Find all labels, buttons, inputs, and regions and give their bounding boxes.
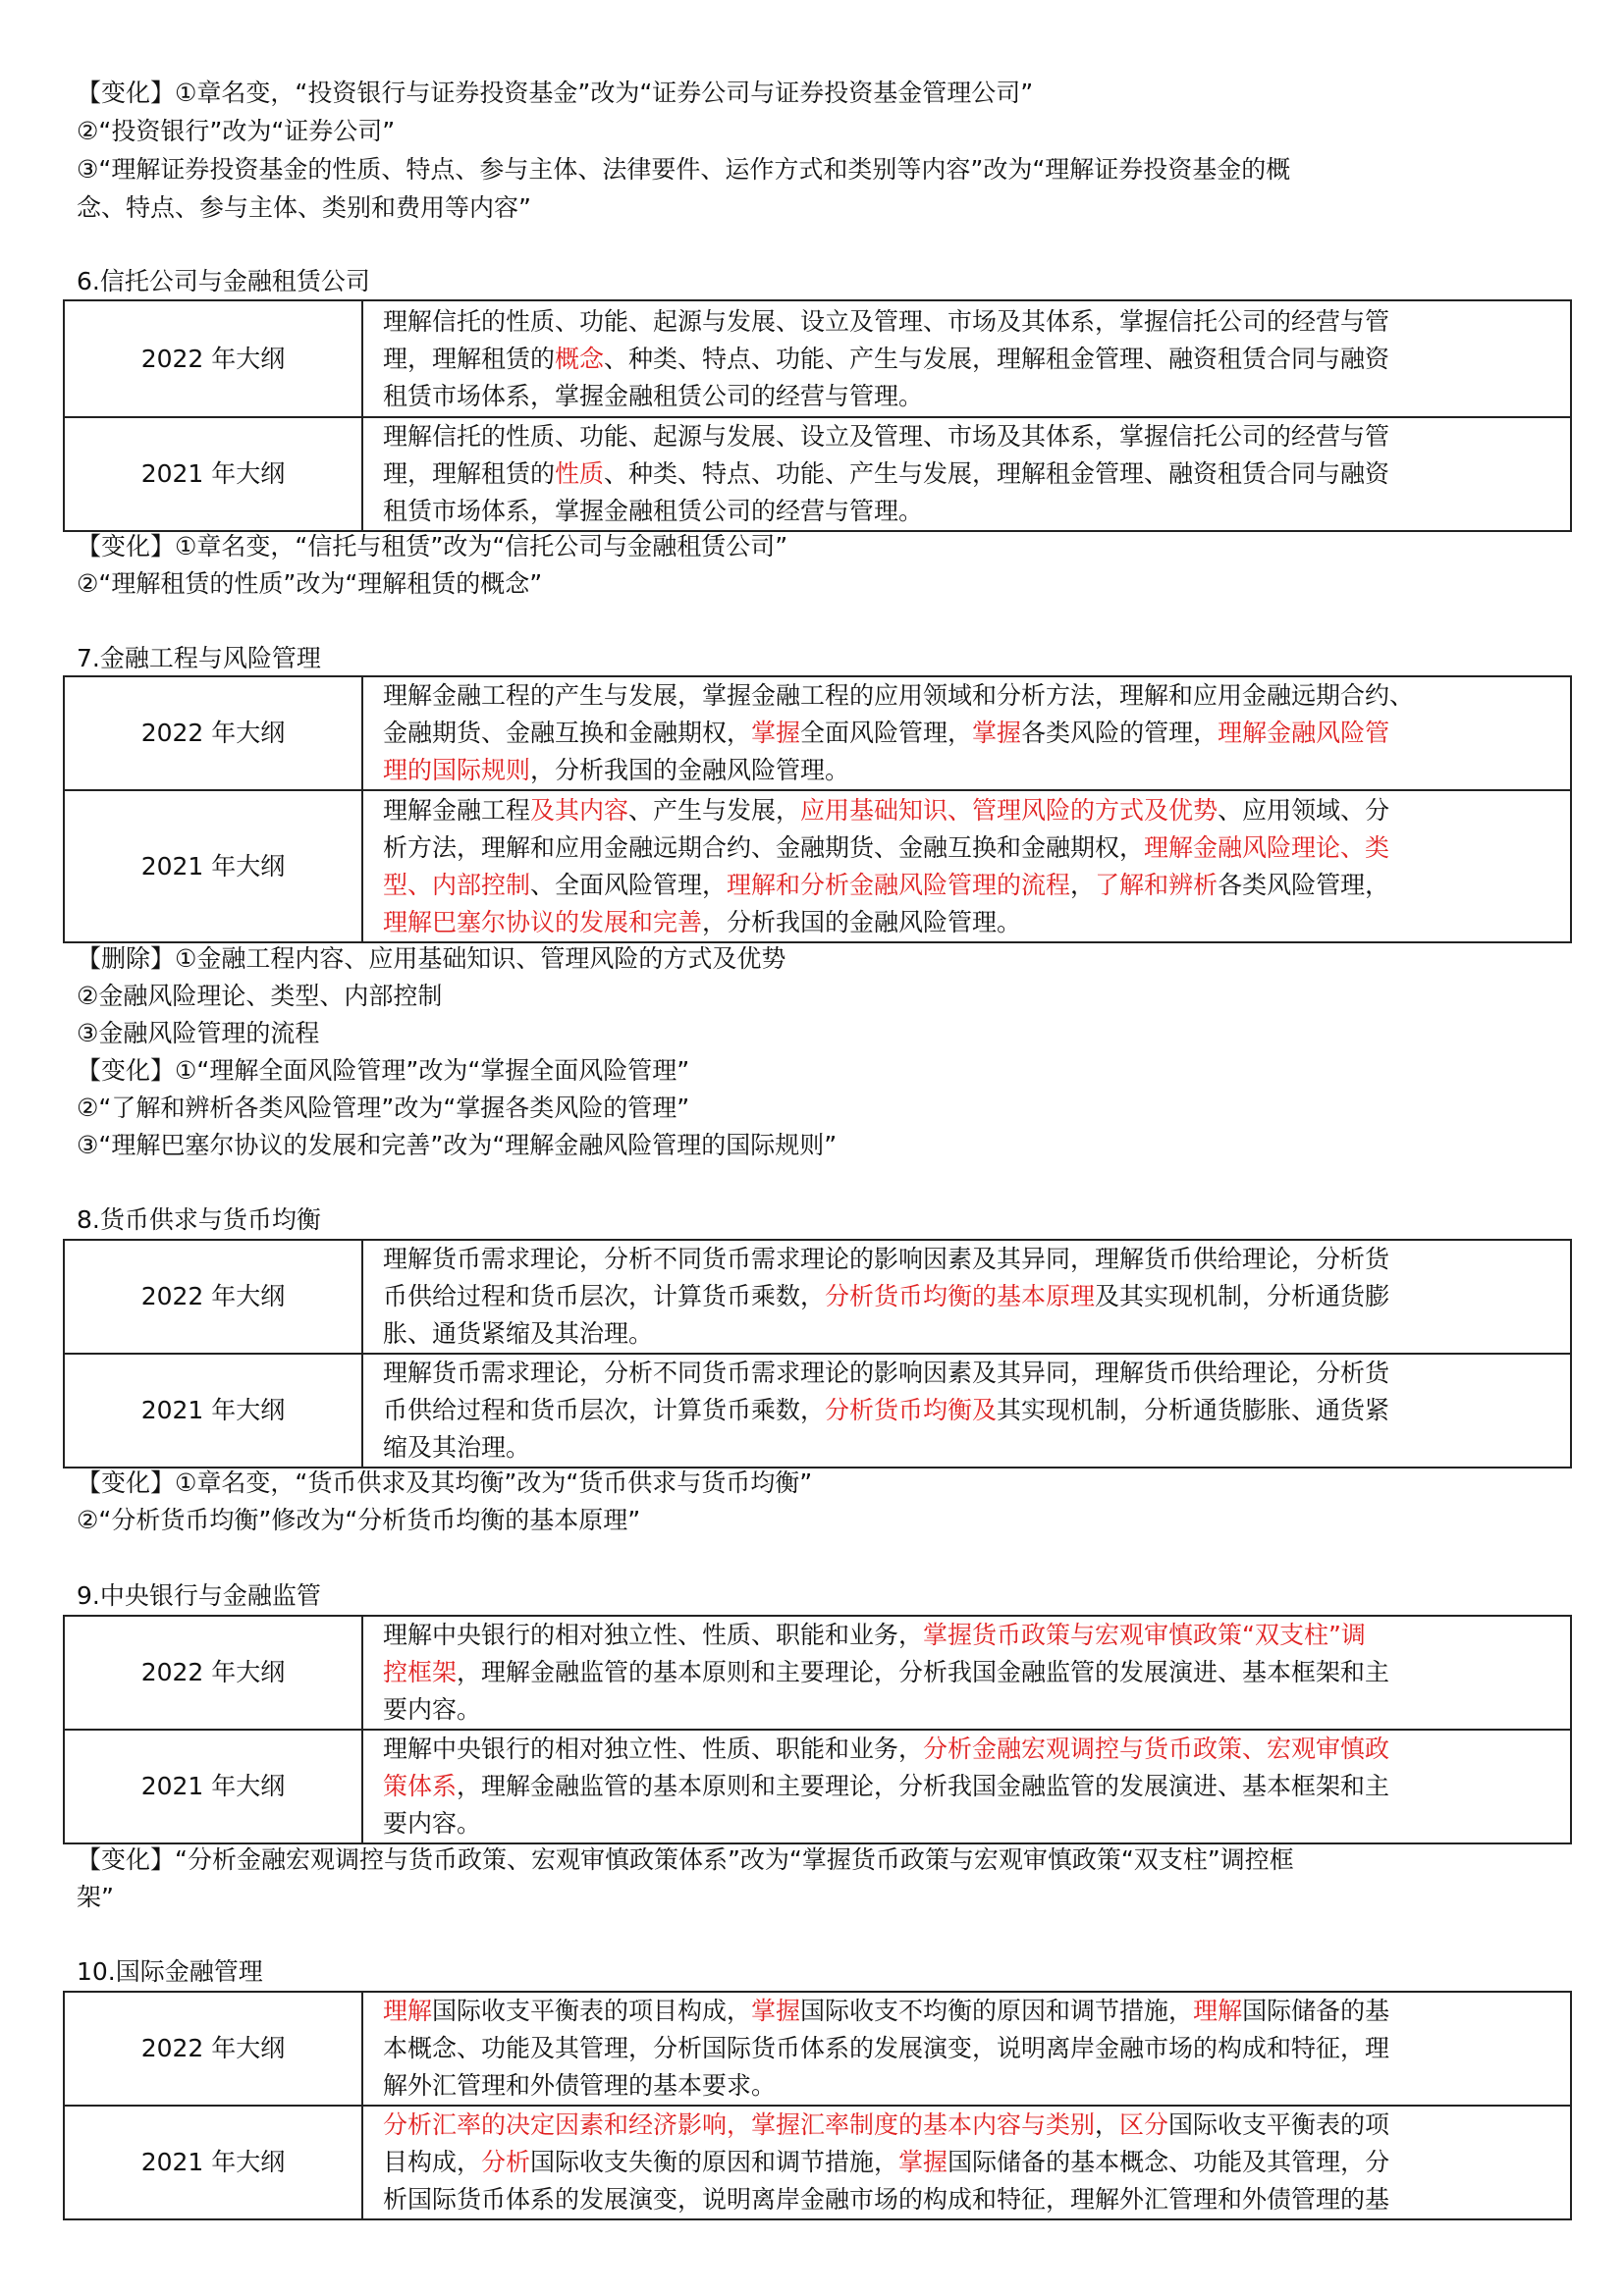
highlighted-text: 理解金融风险理论、类	[1144, 832, 1390, 862]
row-label: 2022 年大纲	[64, 300, 362, 417]
change-note: ②“投资银行”改为“证券公司”	[77, 117, 396, 145]
section-title: 7.金融工程与风险管理	[77, 644, 321, 672]
content-text: 国际储备的基	[1242, 1997, 1390, 2025]
content-line	[383, 1241, 1560, 1278]
row-content	[362, 1354, 1571, 1468]
content-text: ，分析我国的金融风险管理。	[702, 907, 1022, 936]
content-text: ，理解金融监管的基本原则和主要理论，分析我国金融监管的发展演进、基本框架和主	[457, 1658, 1390, 1686]
highlighted-text: 概念	[555, 344, 605, 373]
highlighted-text: 掌握	[751, 719, 801, 747]
content-text: 币供给过程和货币层次，计算货币乘数，	[383, 1282, 826, 1310]
content-line	[383, 2067, 1560, 2105]
section-title: 8.货币供求与货币均衡	[77, 1205, 321, 1234]
content-text: 解外汇管理和外债管理的基本要求。	[383, 2071, 777, 2100]
content-line	[383, 1429, 1560, 1467]
highlighted-text: 控框架	[383, 1658, 458, 1686]
content-text: 理解金融工程	[383, 795, 531, 825]
comparison-table	[63, 1615, 1572, 1844]
row-label: 2022 年大纲	[64, 1240, 362, 1354]
highlighted-text: 区分	[1119, 2110, 1169, 2139]
content-line	[383, 1768, 1560, 1805]
content-text: 国际储备的基本概念、功能及其管理，分	[947, 2148, 1390, 2176]
content-text: 要内容。	[383, 1809, 482, 1838]
content-line	[383, 715, 1560, 752]
content-line	[383, 418, 1560, 455]
content-text: 国际收支平衡表的项	[1168, 2110, 1390, 2139]
row-label: 2022 年大纲	[64, 676, 362, 790]
change-note: 【变化】①章名变，“货币供求及其均衡”改为“货币供求与货币均衡”	[77, 1468, 813, 1497]
row-content	[362, 1240, 1571, 1354]
content-text: 及其实现机制，分析通货膨	[1095, 1282, 1390, 1310]
content-text: 其实现机制，分析通货膨胀、通货紧	[997, 1396, 1390, 1424]
content-text: 本概念、功能及其管理，分析国际货币体系的发展演变，说明离岸金融市场的构成和特征，理	[383, 2034, 1390, 2062]
highlighted-text: 掌握	[751, 1997, 801, 2025]
highlighted-text: 应用基础知识、管理风险的方式及优势	[800, 795, 1218, 825]
content-line	[383, 378, 1560, 415]
content-line	[383, 1355, 1560, 1392]
table-row	[64, 790, 1571, 942]
row-content	[362, 1992, 1571, 2106]
content-text: 理解金融工程的产生与发展，掌握金融工程的应用领域和分析方法，理解和应用金融远期合约、	[383, 681, 1415, 710]
content-text: 目构成，	[383, 2148, 482, 2176]
table-row	[64, 1992, 1571, 2106]
section-title: 9.中央银行与金融监管	[77, 1581, 321, 1610]
comparison-table	[63, 1991, 1572, 2220]
highlighted-text: 分析金融宏观调控与货币政策、宏观审慎政	[923, 1735, 1390, 1763]
table-row	[64, 1354, 1571, 1468]
highlighted-text: 及其内容	[530, 795, 629, 825]
row-label: 2021 年大纲	[64, 2106, 362, 2219]
content-line	[383, 1805, 1560, 1842]
content-line	[383, 1691, 1560, 1729]
content-text: 、种类、特点、功能、产生与发展，理解租金管理、融资租赁合同与融资	[604, 459, 1390, 488]
highlighted-text: 掌握	[972, 719, 1022, 747]
table-row	[64, 1240, 1571, 1354]
content-text: 理解信托的性质、功能、起源与发展、设立及管理、市场及其体系，掌握信托公司的经营与管	[383, 306, 1390, 336]
change-note: ②“分析货币均衡”修改为“分析货币均衡的基本原理”	[77, 1506, 641, 1534]
change-note: 念、特点、参与主体、类别和费用等内容”	[77, 193, 531, 222]
content-text: 理解中央银行的相对独立性、性质、职能和业务，	[383, 1621, 924, 1649]
section-title: 10.国际金融管理	[77, 1957, 263, 1986]
content-text: 租赁市场体系，掌握金融租赁公司的经营与管理。	[383, 497, 924, 525]
content-text: 缩及其治理。	[383, 1433, 531, 1462]
content-text: 要内容。	[383, 1695, 482, 1724]
content-line	[383, 493, 1560, 530]
comparison-table	[63, 299, 1572, 532]
change-note: 【变化】①“理解全面风险管理”改为“掌握全面风险管理”	[77, 1056, 690, 1085]
content-text: ，理解金融监管的基本原则和主要理论，分析我国金融监管的发展演进、基本框架和主	[457, 1772, 1390, 1800]
content-text: 国际收支失衡的原因和调节措施，	[530, 2148, 899, 2176]
content-text: 各类风险的管理，	[1021, 719, 1218, 747]
table-row	[64, 417, 1571, 531]
change-note: ③“理解证券投资基金的性质、特点、参与主体、法律要件、运作方式和类别等内容”改为“理解证券投资基金的概	[77, 155, 1291, 184]
content-text: 析国际货币体系的发展演变，说明离岸金融市场的构成和特征，理解外汇管理和外债管理的基	[383, 2185, 1390, 2214]
highlighted-text: 分析货币均衡的基本原理	[825, 1282, 1096, 1310]
content-line	[383, 1315, 1560, 1353]
content-line	[383, 1731, 1560, 1768]
content-text: 国际收支不均衡的原因和调节措施，	[800, 1997, 1194, 2025]
content-text: 币供给过程和货币层次，计算货币乘数，	[383, 1396, 826, 1424]
content-line	[383, 752, 1560, 789]
content-text: 理解货币需求理论，分析不同货币需求理论的影响因素及其异同，理解货币供给理论，分析货	[383, 1245, 1390, 1273]
highlighted-text: 分析货币均衡及	[825, 1396, 998, 1424]
highlighted-text: 性质	[555, 459, 605, 488]
row-label: 2021 年大纲	[64, 790, 362, 942]
content-line	[383, 904, 1560, 941]
content-line	[383, 303, 1560, 341]
content-text: 租赁市场体系，掌握金融租赁公司的经营与管理。	[383, 381, 924, 410]
content-line	[383, 2181, 1560, 2218]
change-note: ②金融风险理论、类型、内部控制	[77, 982, 443, 1010]
content-line	[383, 455, 1560, 493]
content-text: 国际收支平衡表的项目构成，	[432, 1997, 752, 2025]
section-title: 6.信托公司与金融租赁公司	[77, 267, 370, 295]
content-text: 、产生与发展，	[628, 795, 801, 825]
highlighted-text: 理的国际规则	[383, 756, 531, 784]
highlighted-text: 理解	[1193, 1997, 1243, 2025]
content-text: 各类风险管理，	[1218, 870, 1390, 899]
content-text: ，	[1095, 2110, 1120, 2139]
content-line	[383, 829, 1560, 867]
change-note: 【变化】“分析金融宏观调控与货币政策、宏观审慎政策体系”改为“掌握货币政策与宏观审慎政策“双支柱”调控框	[77, 1845, 1294, 1874]
highlighted-text: 型、内部控制	[383, 870, 531, 899]
highlighted-text: 理解和分析金融风险管理的流程	[727, 870, 1071, 899]
content-line	[383, 1278, 1560, 1315]
row-content	[362, 1730, 1571, 1843]
change-note: ②“了解和辨析各类风险管理”改为“掌握各类风险的管理”	[77, 1094, 690, 1122]
content-line	[383, 1392, 1560, 1429]
content-line	[383, 341, 1560, 378]
change-note: 【删除】①金融工程内容、应用基础知识、管理风险的方式及优势	[77, 944, 786, 973]
row-content	[362, 1616, 1571, 1730]
highlighted-text: 了解和辨析	[1095, 870, 1218, 899]
content-line	[383, 2107, 1560, 2144]
content-line	[383, 1617, 1560, 1654]
content-text: 、种类、特点、功能、产生与发展，理解租金管理、融资租赁合同与融资	[604, 344, 1390, 373]
table-row	[64, 1616, 1571, 1730]
content-text: 理解货币需求理论，分析不同货币需求理论的影响因素及其异同，理解货币供给理论，分析货	[383, 1359, 1390, 1387]
row-label: 2021 年大纲	[64, 1354, 362, 1468]
highlighted-text: 掌握货币政策与宏观审慎政策“双支柱”调	[923, 1621, 1366, 1649]
content-text: 理解中央银行的相对独立性、性质、职能和业务，	[383, 1735, 924, 1763]
row-label: 2021 年大纲	[64, 1730, 362, 1843]
content-text: 、全面风险管理，	[530, 870, 728, 899]
highlighted-text: 理解巴塞尔协议的发展和完善	[383, 907, 703, 936]
content-text: 理，理解租赁的	[383, 344, 556, 373]
row-content	[362, 790, 1571, 942]
table-row	[64, 2106, 1571, 2219]
content-line	[383, 867, 1560, 904]
row-content	[362, 417, 1571, 531]
comparison-table	[63, 675, 1572, 943]
row-label: 2022 年大纲	[64, 1616, 362, 1730]
row-content	[362, 676, 1571, 790]
content-text: 胀、通货紧缩及其治理。	[383, 1319, 654, 1348]
content-text: 、应用领域、分	[1218, 795, 1390, 825]
highlighted-text: 分析汇率的决定因素和经济影响，掌握汇率制度的基本内容与类别	[383, 2110, 1096, 2139]
change-note: ②“理解租赁的性质”改为“理解租赁的概念”	[77, 569, 543, 598]
content-line	[383, 1993, 1560, 2030]
comparison-table	[63, 1239, 1572, 1468]
content-line	[383, 2144, 1560, 2181]
highlighted-text: 理解金融风险管	[1218, 719, 1390, 747]
content-text: 理，理解租赁的	[383, 459, 556, 488]
table-row	[64, 676, 1571, 790]
table-row	[64, 300, 1571, 417]
change-note: 【变化】①章名变，“投资银行与证券投资基金”改为“证券公司与证券投资基金管理公司”	[77, 79, 1034, 107]
row-content	[362, 2106, 1571, 2219]
content-line	[383, 1654, 1560, 1691]
content-text: ，分析我国的金融风险管理。	[530, 756, 850, 784]
content-line	[383, 677, 1560, 715]
highlighted-text: 分析	[481, 2148, 531, 2176]
table-row	[64, 1730, 1571, 1843]
change-note: 【变化】①章名变，“信托与租赁”改为“信托公司与金融租赁公司”	[77, 532, 788, 561]
change-note: ③金融风险管理的流程	[77, 1019, 320, 1047]
change-note: ③“理解巴塞尔协议的发展和完善”改为“理解金融风险管理的国际规则”	[77, 1131, 838, 1159]
row-content	[362, 300, 1571, 417]
content-text: 理解信托的性质、功能、起源与发展、设立及管理、市场及其体系，掌握信托公司的经营与管	[383, 422, 1390, 451]
content-text: ，	[1070, 870, 1096, 899]
content-line	[383, 792, 1560, 829]
change-note: 架”	[77, 1883, 114, 1911]
content-text: 全面风险管理，	[800, 719, 973, 747]
row-label: 2021 年大纲	[64, 417, 362, 531]
highlighted-text: 策体系	[383, 1772, 458, 1800]
content-line	[383, 2030, 1560, 2067]
row-label: 2022 年大纲	[64, 1992, 362, 2106]
content-text: 析方法，理解和应用金融远期合约、金融期货、金融互换和金融期权，	[383, 832, 1145, 862]
highlighted-text: 理解	[383, 1997, 433, 2025]
content-text: 金融期货、金融互换和金融期权，	[383, 719, 752, 747]
highlighted-text: 掌握	[898, 2148, 948, 2176]
